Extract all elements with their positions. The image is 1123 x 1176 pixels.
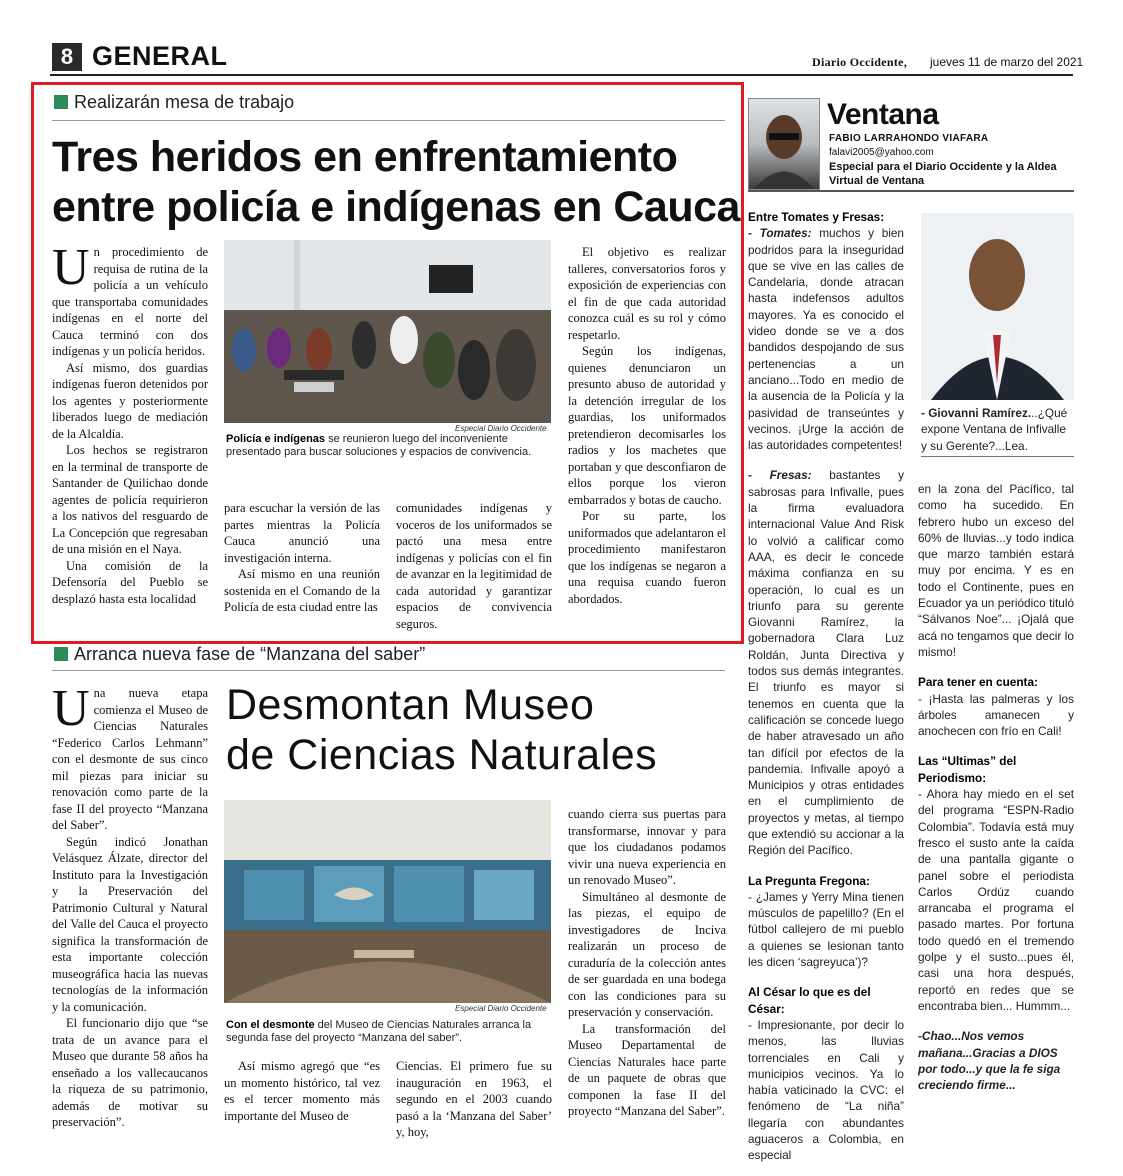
masthead: Diario Occidente, <box>812 55 908 69</box>
column-especial: Especial para el Diario Occidente y la Aldea Virtual de Ventana <box>829 161 1057 187</box>
ultimas-paragraph: - Ahora hay miedo en el set del programa “ESPN-Radio Colombia”. Todavía está muy fresco el susto ante la caída de una pantalla gigante o panel sobre el periodista Carlos Ordúz cuando arrancaba el programa el pasado martes. Por fortuna todo quedó en el tremendo golpe y el susto...pues él, casi una hora después, reportó en redes que se encontraba bien... Hummm... <box>918 787 1074 1013</box>
article2-kicker: Arranca nueva fase de “Manzana del saber” <box>74 644 426 664</box>
column-right-block <box>918 481 1074 1093</box>
section-heading: Entre Tomates y Fresas: <box>748 210 885 224</box>
fregona-paragraph: - ¿James y Yerry Mina tienen músculos de papelillo? (En el fútbol callejero de mi pueblo a quienes se lesionan tanto les dicen ‘sagreyuca’)? <box>748 889 904 970</box>
paragraph: Por su parte, los uniformados que adelantaron el procedimiento manifestaron que los indígenas se negaron a una requisa cuando fueron abordados. <box>568 509 726 606</box>
article2-col4 <box>568 806 726 1120</box>
paragraph: Así mismo agregó que “es un momento histórico, tal vez es el tercer momento más importante del Museo de <box>224 1059 380 1123</box>
paragraph: Así mismo, dos guardias indígenas fueron detenidos por los agentes y posteriormente liberados luego de mediación de la Alcaldía. <box>52 360 208 441</box>
cesar-paragraph: - Impresionante, por decir lo menos, las lluvias torrenciales en Cali y municipios vecinos. Ya lo había vaticinado la CVC: el fenómeno de “La niña” llegaría con abundantes aguaceros a Colombia, en especial <box>748 1017 904 1163</box>
paragraph: comunidades indígenas y voceros de los uniformados se pactó una mesa entre indígenas y policías con el fin de avanzar en la legitimidad de cada autoridad y garantizar espacios de convivencia seguros. <box>396 501 552 631</box>
paragraph: para escuchar la versión de las partes mientras la Policía Cauca anunció una investigación interna. <box>224 501 380 565</box>
fresas-label: - Fresas: <box>748 468 812 483</box>
section-heading: Las “Ultimas” del Periodismo: <box>918 754 1017 785</box>
columnist-photo <box>748 98 820 190</box>
caption-text: se reunieron luego del inconveniente presentado para buscar soluciones y espacios de convivencia. <box>226 433 532 458</box>
closing-text: -Chao...Nos vemos mañana...Gracias a DIOS por todo...y que la fe siga creciendo firme... <box>918 1029 1061 1093</box>
paragraph: Ciencias. El primero fue su inauguración en 1963, el segundo en el 2003 cuando pasó a la ‘Manzana del Saber’ y, hoy, <box>396 1059 552 1139</box>
paragraph: Una comisión de la Defensoría del Pueblo se desplazó hasta esta localidad <box>52 558 208 606</box>
dropcap: U <box>52 239 90 296</box>
header-rule <box>50 74 1073 76</box>
caption-lead: Con el desmonte <box>226 1019 315 1031</box>
caption-text: del Museo de Ciencias Naturales arranca la segunda fase del proyecto “Manzana del saber”. <box>226 1019 532 1044</box>
article2-col1 <box>52 680 208 1131</box>
dateline: jueves 11 de marzo del 2021 <box>930 55 1084 69</box>
tener-paragraph: - ¡Hasta las palmeras y los árboles amanecen y anochecen con frío en Cali! <box>918 691 1074 739</box>
section-title: GENERAL <box>92 41 228 71</box>
page-number: 8 <box>52 43 82 71</box>
paragraph: Así mismo en una reunión sostenida en el Comando de la Policía de esta ciudad entre las <box>224 567 380 614</box>
dropcap: U <box>52 680 90 737</box>
article1-headline <box>52 132 742 232</box>
article1-col4 <box>568 244 726 607</box>
column-title: Ventana <box>827 98 939 131</box>
article1-photo <box>224 240 551 423</box>
column-author: FABIO LARRAHONDO VIAFARA <box>829 133 989 144</box>
caption-rule <box>921 456 1074 457</box>
photo-credit: Especial Diario Occidente <box>455 424 547 433</box>
kicker-rule <box>52 120 725 121</box>
giovanni-portrait-illustration <box>921 213 1074 400</box>
tomates-label: - Tomates: <box>748 226 812 241</box>
paragraph: Según indicó Jonathan Velásquez Álzate, director del Instituto para la Investigación y la Preservación del Patrimonio Cultural y Natural del Valle del Cauca el proyecto significa la transformación de esta importante colección museográfica hacia las nuevas tecnologías de la información y la comunicación. <box>52 834 208 1014</box>
paragraph: n procedimiento de requisa de rutina de la policía a un vehículo que transportaba comunidades indígenas en el norte del Cauca terminó con dos indígenas y un policía heridos. <box>52 245 208 358</box>
article2-photo <box>224 800 551 1003</box>
article2-col2 <box>224 1058 380 1124</box>
giovanni-photo <box>921 213 1074 400</box>
article2-headline-line2: de Ciencias Naturales <box>226 731 658 779</box>
section-heading: Al César lo que es del César: <box>748 985 871 1016</box>
paragraph: El objetivo es realizar talleres, conversatorios foros y exposición de experiencias con el fin de que cada autoridad conozca cuál es su rol y cómo respetarlo. <box>568 245 726 342</box>
column-rule <box>748 190 1074 192</box>
paragraph: na nueva etapa comienza el Museo de Ciencias Naturales “Federico Carlos Lehmann” con el desmonte de sus cinco mil piezas para iniciar su renovación como parte de la fase II del proyecto “Manzana del Saber”. <box>52 686 208 832</box>
article2-caption <box>226 1019 552 1045</box>
caption-lead: - Giovanni Ramírez. <box>921 406 1032 420</box>
paragraph: La transformación del Museo Departamental de Ciencias Naturales hace parte de un paquete de obras que componen la fase II del proyecto “Manzana del Saber”. <box>568 1021 726 1118</box>
caption-lead: Policía e indígenas <box>226 433 326 445</box>
article1-headline-line1: Tres heridos en enfrentamiento <box>52 133 678 181</box>
paragraph: cuando cierra sus puertas para transformarse, innovar y para que los ciudadanos podamos vivir una nueva experiencia en un renovado Museo”. <box>568 807 726 887</box>
kicker-square-icon <box>54 647 68 661</box>
section-heading: Para tener en cuenta: <box>918 675 1038 690</box>
continuation-paragraph: en la zona del Pacífico, tal como ha sucedido. En febrero hubo un exceso del 60% de lluvias...y todo indica que marzo también estará muy por encima. Y es en todo el Continente, pues en Ecuador ya un periódico tituló “Sálvanos Noe”... ¡Ojalá que acá no tengamos que decir lo mismo! <box>918 482 1074 659</box>
tomates-paragraph: - Tomates: muchos y bien podridos para la inseguridad que se vive en las calles de Candelaria, donde atracan hasta indefensos adultos mayores. Ya es conocido el video donde se ve a dos bandidos despojando de sus pertenencias a un anciano...Todo en medio de la ausencia de la Policía y la pasividad de transeúntes y vecinos. ¡Urge la acción de las autoridades competentes! <box>748 226 904 453</box>
kicker-rule <box>52 670 725 671</box>
paragraph: Según los indígenas, quienes denunciaron un presunto abuso de autoridad y la detención irregular de los guardias, los uniformados pretendieron decomisarles los radios y los machetes que portaban y que desconfiaron de ellos porque los vieron embarrados y botas de caucho. <box>568 344 726 507</box>
article1-kicker: Realizarán mesa de trabajo <box>74 92 295 112</box>
fresas-paragraph: - Fresas: bastantes y sabrosas para Infivalle, pues la firma evaluadora internacional Value And Risk lo volvió a calificar como AAA, es decir le concede máxima confianza en su operación, lo cual es un triunfo para su gerente Giovanni Ramírez, la gobernadora Clara Luz Roldán, Junta Directiva y todos sus demás integrantes. El triunfo es mayor si tenemos en cuenta que la calificación se concede luego de haber atravesado un año tan difícil por efectos de la pandemia. Infivalle apoyó a Municipios y otras entidades en el cumplimiento de proyectos y metas, al tiempo que extendió su accionar a la Región del Pacífico. <box>748 468 904 858</box>
article1-col2 <box>224 500 380 616</box>
article2-headline <box>226 680 726 780</box>
column-email: falavi2005@yahoo.com <box>829 147 934 158</box>
columnist-portrait-illustration <box>749 99 819 189</box>
giovanni-caption: - Giovanni Ramírez...¿Qué expone Ventana de Infivalle y su Gerente?...Lea. <box>921 406 1068 453</box>
article1-col3 <box>396 500 552 632</box>
article2-headline-line1: Desmontan Museo <box>226 681 595 729</box>
article2-col3 <box>396 1058 552 1141</box>
article1-caption <box>226 433 552 459</box>
paragraph: Simultáneo al desmonte de las piezas, el equipo de investigadores de Inciva realizarán un proceso de curaduría de la colección antes de ser guardada en una bodega con las condiciones para su preservación y conservación. <box>568 889 726 1019</box>
meeting-photo-illustration <box>224 240 551 423</box>
article1-headline-line2: entre policía e indígenas en Cauca <box>52 183 740 231</box>
paragraph: Los hechos se registraron en la terminal de transporte de Santander de Quilichao donde agentes de policía requirieron a los nativos del resguardo de La Concepción que regresaban de una misión en el Naya. <box>52 443 208 556</box>
photo-credit: Especial Diario Occidente <box>455 1004 547 1013</box>
column-left-block <box>748 209 904 1164</box>
museum-photo-illustration <box>224 800 551 1003</box>
section-heading: La Pregunta Fregona: <box>748 873 870 888</box>
kicker-square-icon <box>54 95 68 109</box>
paragraph: El funcionario dijo que “se trata de un avance para el Museo que durante 58 años ha enseñado a los vallecaucanos la riqueza de su patrimonio, además de motivar su preservación”. <box>52 1016 208 1129</box>
article1-col1 <box>52 239 208 607</box>
